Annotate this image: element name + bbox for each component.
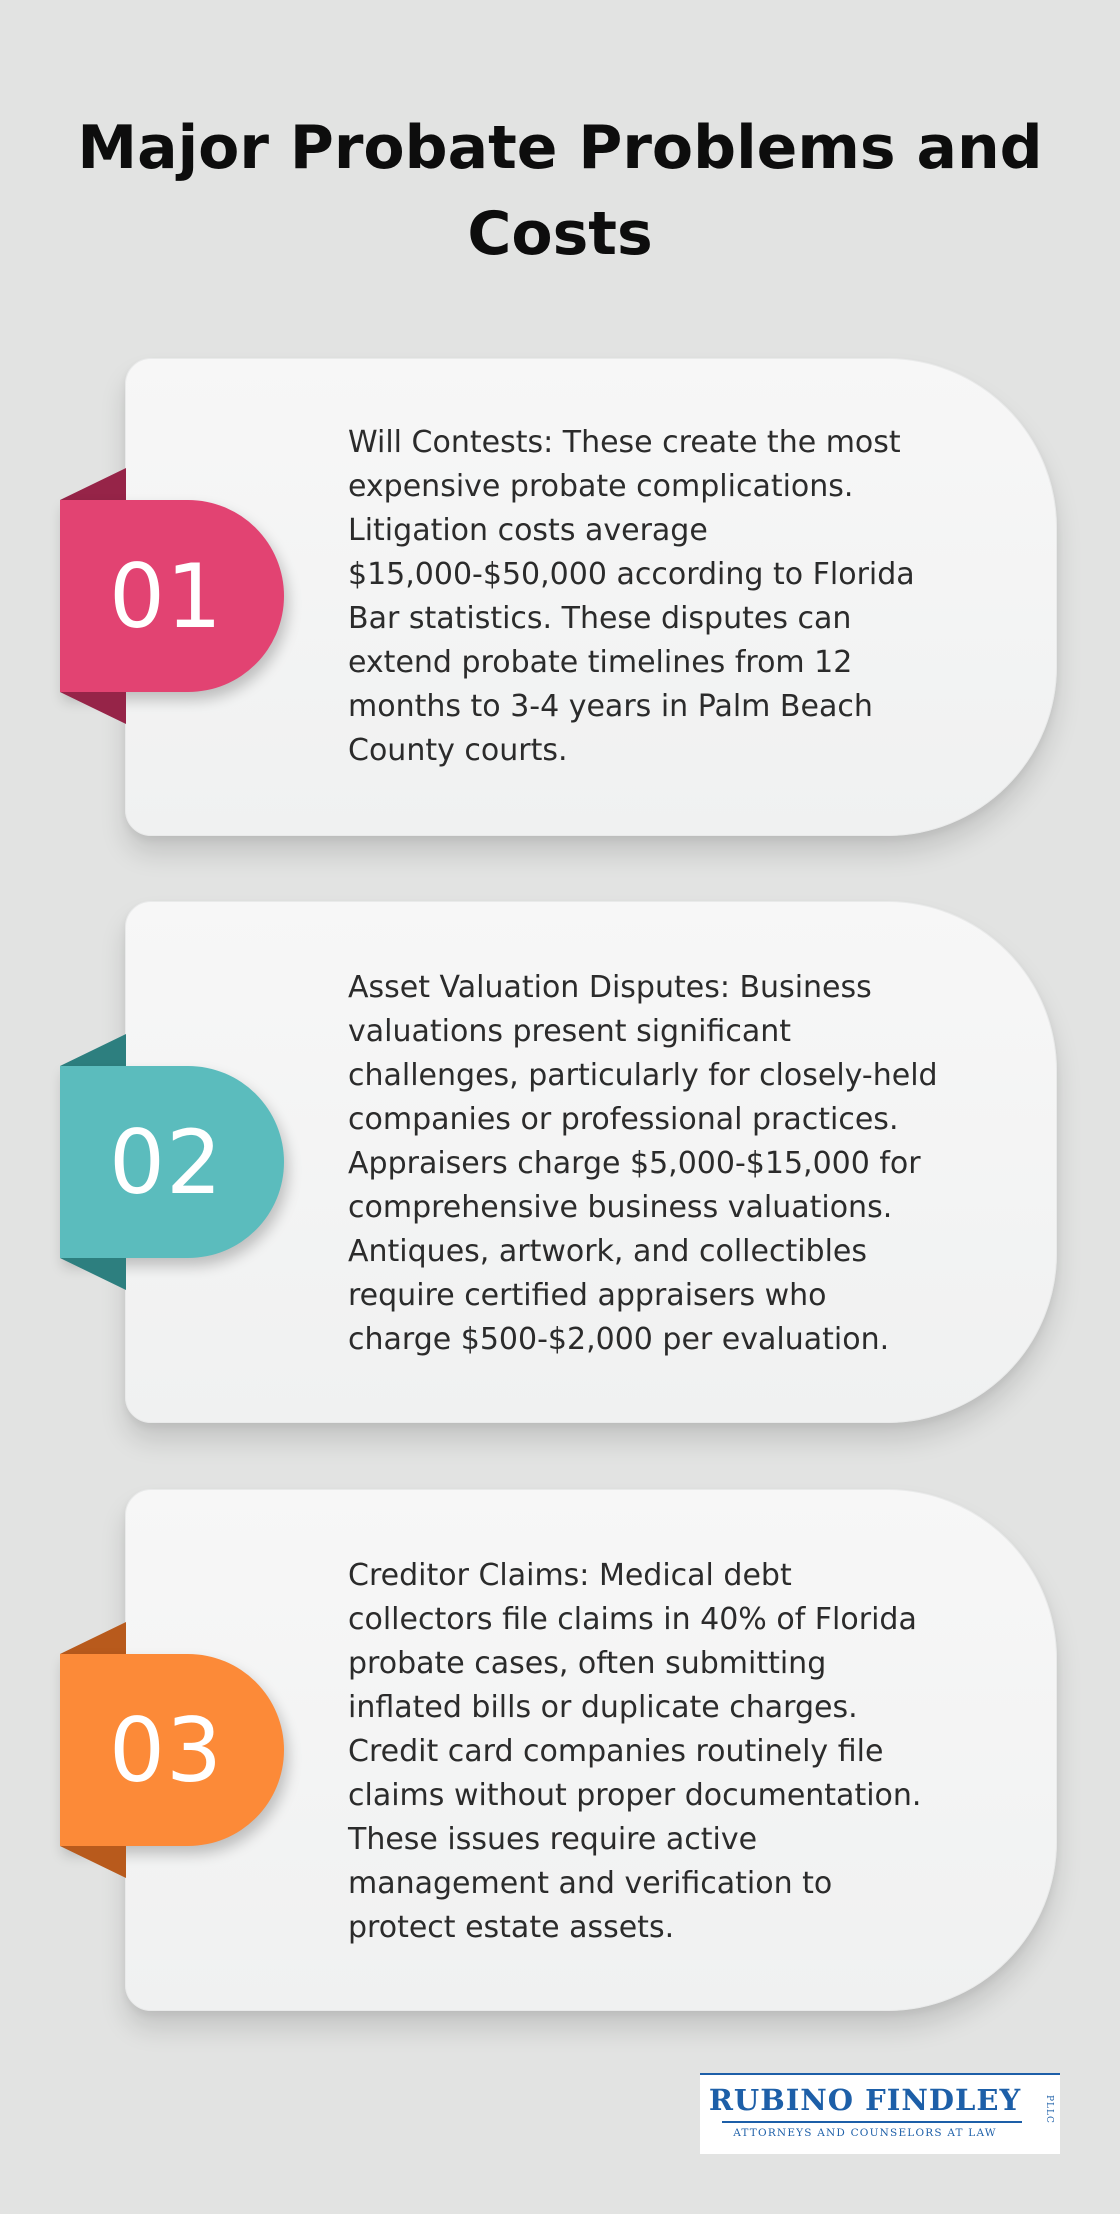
item-text-1: Will Contests: These create the most expensive probate complications. Litigation costs average $15,000-$50,000 according to Florida Bar statistics. These disputes can extend probate timelines from 12 months to 3-4 years in Palm Beach County courts. bbox=[348, 425, 915, 768]
fold-icon-top-1 bbox=[60, 468, 126, 500]
number-badge-1 bbox=[60, 468, 290, 724]
badge-number-2: 02 bbox=[109, 1110, 223, 1214]
number-badge-2 bbox=[60, 1034, 290, 1290]
badge-shape-2 bbox=[60, 1066, 284, 1258]
logo-name: RUBINO FINDLEY bbox=[708, 2083, 1022, 2117]
badge-shape-3 bbox=[60, 1654, 284, 1846]
page-title: Major Probate Problems and Costs bbox=[77, 113, 1043, 269]
fold-icon-top-3 bbox=[60, 1622, 126, 1654]
badge-shape-1 bbox=[60, 500, 284, 692]
logo-suffix: PLLC bbox=[1044, 2095, 1054, 2124]
badge-number-3: 03 bbox=[109, 1698, 223, 1802]
fold-icon-bottom-2 bbox=[60, 1258, 126, 1290]
item-text-3: Creditor Claims: Medical debt collectors file claims in 40% of Florida probate cases, often submitting inflated bills or duplicate charges. Credit card companies routinely file claims without proper documentation. These issues require active management and verification to protect estate assets. bbox=[348, 1558, 922, 1945]
badge-number-1: 01 bbox=[109, 544, 223, 648]
logo-tagline: ATTORNEYS AND COUNSELORS AT LAW bbox=[733, 2127, 997, 2139]
fold-icon-bottom-1 bbox=[60, 692, 126, 724]
logo-divider bbox=[722, 2121, 1022, 2123]
number-badge-3 bbox=[60, 1622, 290, 1878]
fold-icon-top-2 bbox=[60, 1034, 126, 1066]
item-text-2: Asset Valuation Disputes: Business valuations present significant challenges, particularly for closely-held companies or professional practices. Appraisers charge $5,000-$15,000 for comprehensive business valuations. Antiques, artwork, and collectibles require certified appraisers who charge $500-$2,000 per evaluation. bbox=[348, 970, 938, 1357]
logo-top-rule bbox=[700, 2073, 1060, 2075]
company-logo bbox=[700, 2073, 1060, 2154]
fold-icon-bottom-3 bbox=[60, 1846, 126, 1878]
